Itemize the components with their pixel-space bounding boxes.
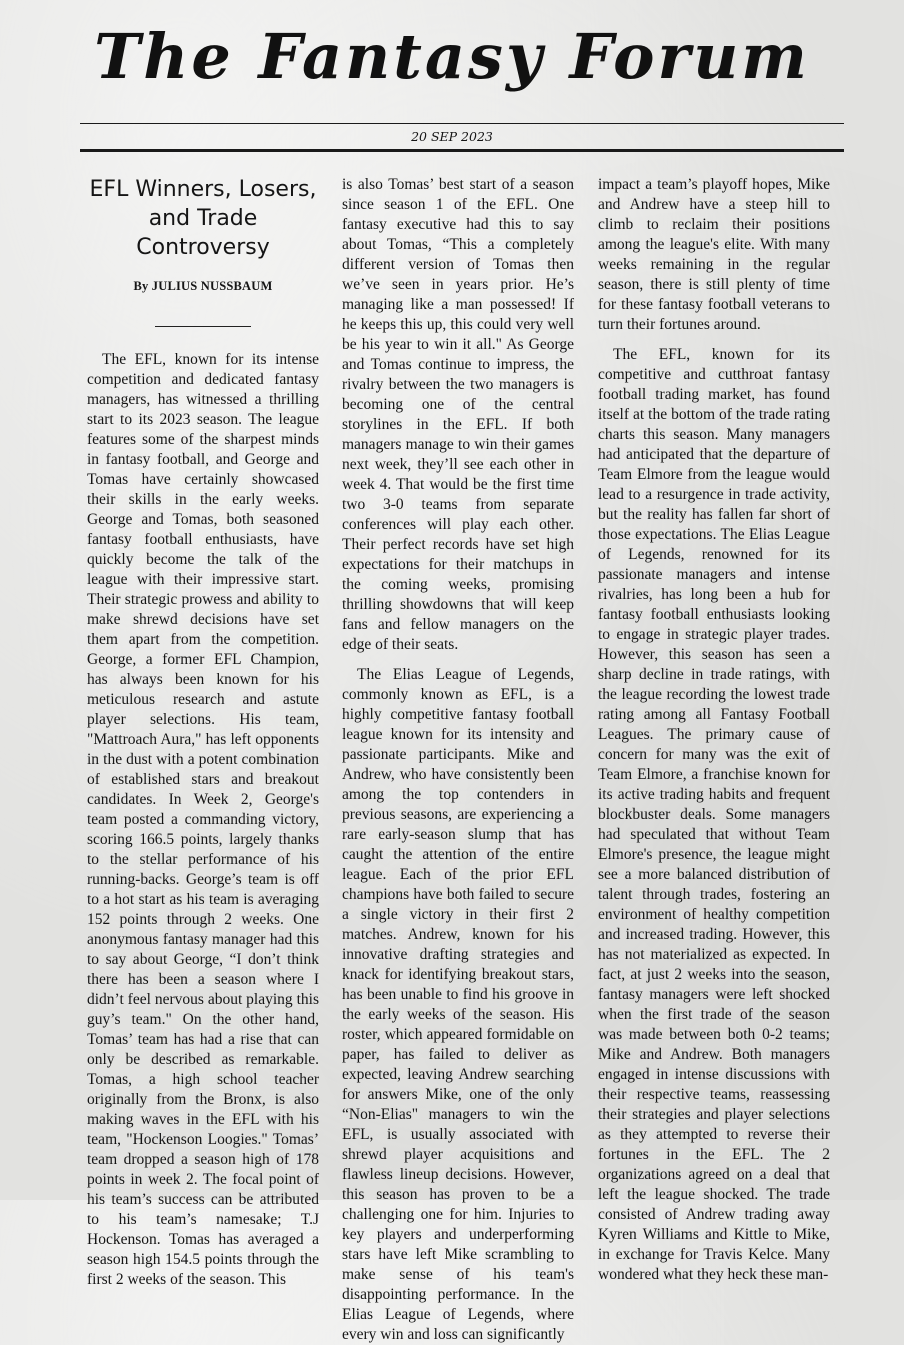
article-byline: By JULIUS NUSSBAUM xyxy=(133,279,273,293)
masthead-rule-bottom xyxy=(80,149,844,152)
article-column-3 xyxy=(598,175,830,1283)
issue-date: 20 SEP 2023 xyxy=(411,129,493,144)
article-paragraph: is also Tomas’ best start of a season since season 1 of the EFL. One fantasy executive had this to say about Tomas, “This a completely different version of Tomas then we’ve seen in years prior. He’s managing like a man possessed! If he keeps this up, this could very well be his year to win it all." As George and Tomas continue to impress, the rivalry between the two managers is becoming one of the central storylines in the EFL. If both managers manage to win their games next week, they’ll see each other in week 4. That would be the first time two 3-0 teams from separate conferences will play each other. Their perfect records have set high expectations for their matchups in the coming weeks, promising thrilling showdowns that will keep fans and fellow managers on the edge of their seats. xyxy=(342,176,574,653)
article-paragraph: The Elias League of Legends, commonly known as EFL, is a highly competitive fantasy football league known for its intensity and passionate participants. Mike and Andrew, who have consistently been among the top contenders in previous seasons, are experiencing a rare early-season slump that has caught the attention of the entire league. Each of the prior EFL champions have both failed to secure a single victory in their first 2 matches. Andrew, known for his innovative drafting strategies and knack for identifying breakout stars, has been unable to find his groove in the early weeks of the season. His roster, which appeared formidable on paper, has failed to deliver as expected, leaving Andrew searching for answers Mike, one of the only “Non-Elias" managers to win the EFL, is usually associated with shrewd player acquisitions and flawless lineup decisions. However, this season has proven to be a challenging one for him. Injuries to key players and underperforming stars have left Mike scrambling to make sense of his team's disappointing performance. In the Elias League of Legends, where every win and loss can significantly xyxy=(342,666,574,1343)
article-paragraph: impact a team’s playoff hopes, Mike and Andrew have a steep hill to climb to reclaim their positions among the league's elite. With many weeks remaining in the regular season, there is still plenty of time for these fantasy football veterans to turn their fortunes around. xyxy=(598,176,830,333)
masthead: The Fantasy Forum xyxy=(94,20,810,93)
article-paragraph: The EFL, known for its intense competition and dedicated fantasy managers, has witnessed a thrilling start to its 2023 season. The league features some of the sharpest minds in fantasy football, and George and Tomas have certainly showcased their skills in the early weeks. George and Tomas, both seasoned fantasy football enthusiasts, have quickly become the talk of the league with their impressive start. Their strategic prowess and ability to make shrewd decisions have set them apart from the competition. George, a former EFL Champion, has always been known for his meticulous research and astute player selections. His team, "Mattroach Aura," has left opponents in the dust with a potent combination of established stars and breakout candidates. In Week 2, George's team posted a commanding victory, scoring 166.5 points, largely thanks to the stellar performance of his running-backs. George’s team is off to a hot start as his team is averaging 152 points through 2 weeks. One anonymous fantasy manager had this to say about George, “I don’t think there has been a season where I didn’t feel nervous about playing this guy’s team." On the other hand, Tomas’ team has had a rise that can only be described as remarkable. Tomas, a high school teacher originally from the Bronx, is also making waves in the EFL with his team, "Hockenson Loogies." Tomas’ team dropped a season high of 178 points in week 2. The focal point of his team’s success can be attributed to his team’s namesake; T.J Hockenson. Tomas has averaged a season high 154.5 points through the first 2 weeks of the season. This xyxy=(87,351,319,1288)
article-column-2 xyxy=(342,175,574,1343)
article-column-1 xyxy=(87,175,319,1288)
article-headline: EFL Winners, Losers, and Trade Controversy xyxy=(89,177,317,260)
byline-divider xyxy=(155,326,251,327)
article-paragraph: The EFL, known for its competitive and cutthroat fantasy football trading market, has found itself at the bottom of the trade rating charts this season. Many managers had anticipated that the departure of Team Elmore from the league would lead to a resurgence in trade activity, but the reality has fallen far short of those expectations. The Elias League of Legends, renowned for its passionate managers and intense rivalries, has long been a hub for fantasy football enthusiasts looking to engage in strategic player trades. However, this season has seen a sharp decline in trade ratings, with the league recording the lowest trade rating among all Fantasy Football Leagues. The primary cause of concern for many was the exit of Team Elmore, a franchise known for its active trading habits and frequent blockbuster deals. Some managers had speculated that without Team Elmore's presence, the league might see a more balanced distribution of talent through trades, fostering an environment of healthy competition and increased trading. However, this has not materialized as expected. In fact, at just 2 weeks into the season, fantasy managers were left shocked when the first trade of the season was made between both 0-2 teams; Mike and Andrew. Both managers engaged in intense discussions with their respective teams, reassessing their strategies and player selections as they attempted to reverse their fortunes in the EFL. The 2 organizations agreed on a deal that left the league shocked. The trade consisted of Andrew trading away Kyren Williams and Kittle to Mike, in exchange for Travis Kelce. Many wondered what they heck these man- xyxy=(598,346,830,1283)
masthead-rule-top xyxy=(80,123,844,124)
